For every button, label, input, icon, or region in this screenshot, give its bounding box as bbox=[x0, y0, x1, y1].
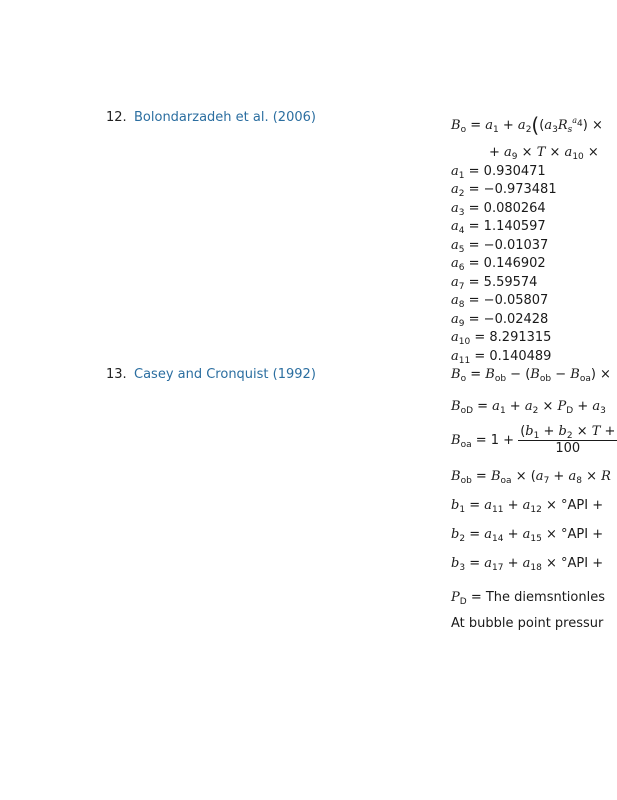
equation-bo-line2: + $a_9 \times T \times a_{10}$ × bbox=[489, 145, 599, 162]
reference-13 bbox=[106, 367, 316, 383]
coefficient-value: 0.146902 bbox=[483, 256, 546, 271]
coefficient-value: −0.973481 bbox=[483, 182, 557, 197]
coefficient-a1: $a_1 = 0.930471$ bbox=[451, 164, 546, 181]
reference-number: 12. bbox=[106, 110, 127, 125]
bubble-point-note: At bubble point pressur bbox=[451, 616, 604, 631]
coefficient-value: −0.05807 bbox=[483, 293, 549, 308]
coefficient-a7: $a_7 = 5.59574$ bbox=[451, 275, 538, 292]
coefficient-a3: $a_3 = 0.080264$ bbox=[451, 201, 546, 218]
reference-number: 13. bbox=[106, 367, 127, 382]
equation-b2: $b_2 = a_{14} + a_{15} \times ^\circ API$ + bbox=[451, 527, 604, 544]
coefficient-a4: $a_4 = 1.140597$ bbox=[451, 219, 546, 236]
coefficient-a6: $a_6 = 0.146902$ bbox=[451, 256, 546, 273]
equation-b3: $b_3 = a_{17} + a_{18} \times ^\circ API$ + bbox=[451, 556, 604, 573]
coefficient-value: 0.930471 bbox=[483, 164, 546, 179]
coefficient-a11: $a_{11} = 0.140489$ bbox=[451, 349, 552, 366]
coefficient-value: −0.01037 bbox=[483, 238, 549, 253]
definition-pd: $P_D$ = The diemsntionles bbox=[451, 590, 605, 607]
coefficient-a5: $a_5 = -0.01037$ bbox=[451, 238, 549, 255]
equation-bod: $B_{oD} = a_1 + a_2 \times P_D + a_3$ bbox=[451, 399, 606, 416]
coefficient-value: 5.59574 bbox=[483, 275, 538, 290]
equation-boa: $B_{oa} = 1$ + $\frac{(b_1 + b_2 \times T +}{100}$ bbox=[451, 424, 616, 456]
reference-12 bbox=[106, 110, 316, 126]
coefficient-value: 0.140489 bbox=[489, 349, 552, 364]
coefficient-value: 0.080264 bbox=[483, 201, 546, 216]
coefficient-a2: $a_2 = -0.973481$ bbox=[451, 182, 557, 199]
equation-casey-bo: $B_o = B_{ob} - (B_{ob} - B_{oa})$ × bbox=[451, 367, 611, 384]
definition-text: The diemsntionles bbox=[485, 590, 605, 605]
coefficient-value: −0.02428 bbox=[483, 312, 549, 327]
equation-bob: $B_{ob} = B_{oa} \times (a_7 + a_8 \times R$ bbox=[451, 469, 611, 486]
coefficient-value: 8.291315 bbox=[489, 330, 552, 345]
coefficient-a8: $a_8 = -0.05807$ bbox=[451, 293, 549, 310]
coefficient-a9: $a_9 = -0.02428$ bbox=[451, 312, 549, 329]
citation-link[interactable]: Bolondarzadeh et al. (2006) bbox=[134, 110, 316, 125]
citation-link[interactable]: Casey and Cronquist (1992) bbox=[134, 367, 316, 382]
coefficient-value: 1.140597 bbox=[483, 219, 546, 234]
equation-b1: $b_1 = a_{11} + a_{12} \times ^\circ API$ + bbox=[451, 498, 604, 515]
equation-bo-line1: $B_o = a_1 + a_2((a_3R_s^{a_4})$ × bbox=[451, 113, 603, 137]
coefficient-a10: $a_{10} = 8.291315$ bbox=[451, 330, 552, 347]
